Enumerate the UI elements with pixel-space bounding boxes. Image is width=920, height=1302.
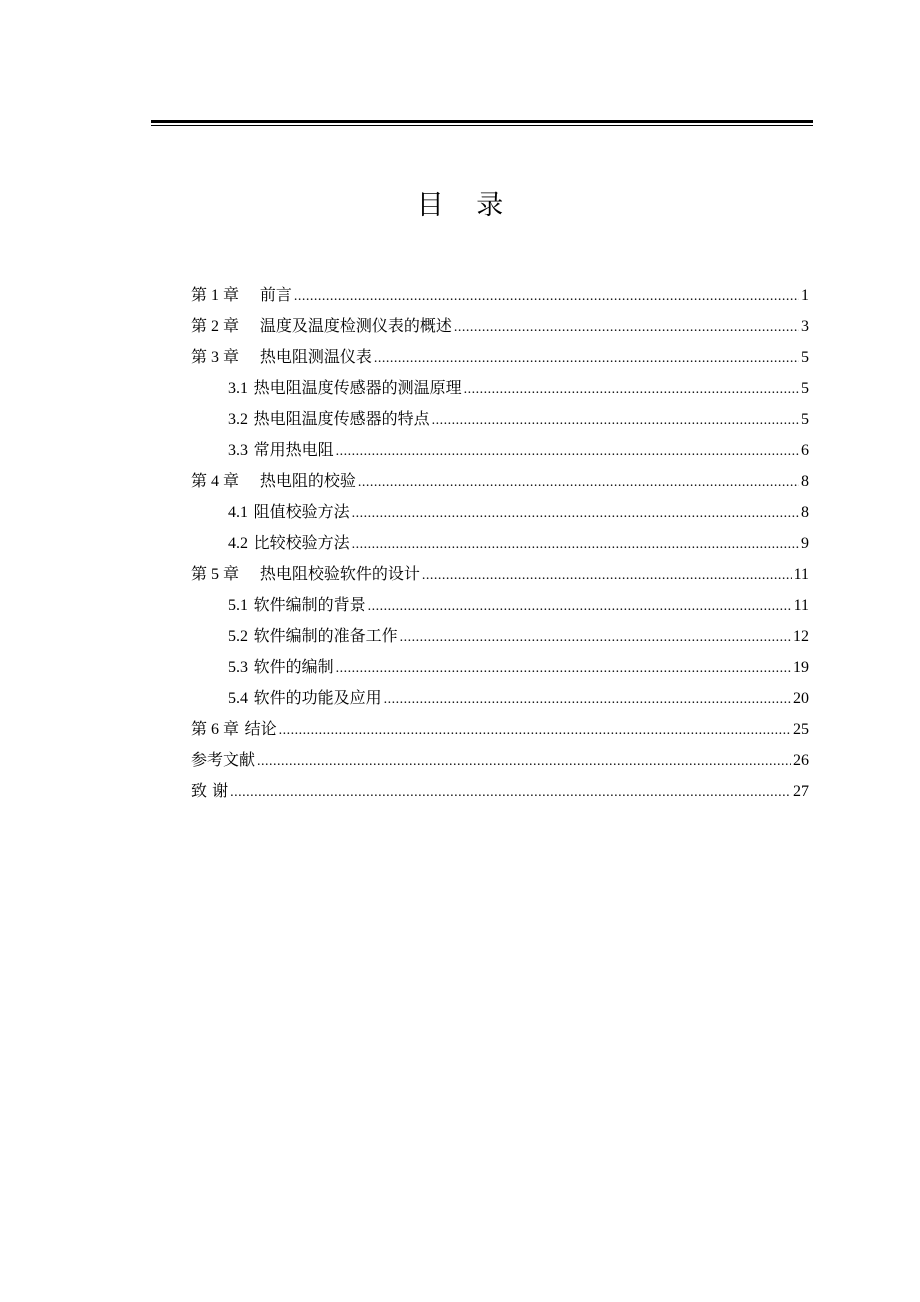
toc-entry-section-4-1[interactable] <box>191 496 809 527</box>
toc-entry-text: 结论 <box>244 719 277 738</box>
toc-dot-leader <box>352 498 799 529</box>
toc-dot-leader <box>400 622 791 653</box>
toc-entry-label <box>191 775 228 806</box>
toc-dot-leader <box>358 467 799 498</box>
toc-dot-leader <box>336 436 799 467</box>
toc-entry-page: 20 <box>793 690 809 707</box>
toc-entry-page: 3 <box>801 318 809 335</box>
toc-entry-text: 温度及温度检测仪表的概述 <box>259 316 452 335</box>
toc-dot-leader <box>422 560 792 591</box>
toc-entry-label <box>228 527 350 559</box>
toc-entry-page: 26 <box>793 752 809 769</box>
toc-entry-page: 19 <box>793 659 809 676</box>
toc-entry-text: 热电阻的校验 <box>259 471 356 490</box>
toc-entry-chapter-2[interactable] <box>191 310 809 341</box>
toc-entry-section-3-3[interactable] <box>191 434 809 465</box>
toc-entry-number: 5.1 <box>228 597 248 614</box>
toc-entry-chapter-1[interactable] <box>191 279 809 310</box>
toc-list <box>191 279 809 806</box>
toc-entry-text: 软件的编制 <box>253 657 334 676</box>
toc-dot-leader <box>384 684 791 715</box>
toc-entry-number: 第 6 章 <box>191 721 240 738</box>
toc-entry-page: 1 <box>801 287 809 304</box>
toc-dot-leader <box>454 312 799 343</box>
toc-entry-number: 第 5 章 <box>191 566 240 583</box>
toc-entry-page: 12 <box>793 628 809 645</box>
toc-entry-label <box>228 620 398 652</box>
toc-entry-section-3-2[interactable] <box>191 403 809 434</box>
toc-entry-label <box>228 434 334 466</box>
toc-entry-label <box>191 465 356 497</box>
toc-entry-page: 8 <box>801 504 809 521</box>
toc-entry-text: 致 谢 <box>191 781 229 800</box>
toc-entry-text: 阻值校验方法 <box>253 502 350 521</box>
toc-entry-number: 第 1 章 <box>191 287 240 304</box>
toc-entry-number: 3.1 <box>228 380 248 397</box>
toc-entry-label <box>228 651 334 683</box>
toc-entry-label <box>191 558 420 590</box>
toc-dot-leader <box>279 715 791 746</box>
toc-entry-number: 4.1 <box>228 504 248 521</box>
toc-entry-references[interactable] <box>191 744 809 775</box>
toc-entry-text: 软件的功能及应用 <box>253 688 382 707</box>
toc-entry-section-5-4[interactable] <box>191 682 809 713</box>
toc-entry-number: 5.4 <box>228 690 248 707</box>
toc-dot-leader <box>257 746 791 777</box>
toc-entry-section-3-1[interactable] <box>191 372 809 403</box>
toc-entry-page: 11 <box>793 566 809 583</box>
toc-entry-label <box>191 341 372 373</box>
toc-entry-section-5-1[interactable] <box>191 589 809 620</box>
toc-entry-label <box>228 403 430 435</box>
toc-dot-leader <box>336 653 791 684</box>
toc-entry-text: 热电阻温度传感器的测温原理 <box>253 378 462 397</box>
toc-dot-leader <box>294 281 799 312</box>
toc-entry-text: 热电阻温度传感器的特点 <box>253 409 430 428</box>
toc-dot-leader <box>432 405 799 436</box>
toc-entry-label <box>228 496 350 528</box>
toc-title: 目 录 <box>416 190 516 221</box>
toc-dot-leader <box>368 591 792 622</box>
toc-entry-number: 3.3 <box>228 442 248 459</box>
toc-entry-section-4-2[interactable] <box>191 527 809 558</box>
toc-dot-leader <box>464 374 799 405</box>
toc-entry-number: 第 3 章 <box>191 349 240 366</box>
toc-entry-text: 热电阻校验软件的设计 <box>259 564 420 583</box>
toc-entry-label <box>228 372 462 404</box>
toc-entry-label <box>191 279 292 311</box>
toc-entry-text: 软件编制的背景 <box>253 595 366 614</box>
toc-entry-text: 常用热电阻 <box>253 440 334 459</box>
toc-entry-chapter-4[interactable] <box>191 465 809 496</box>
toc-entry-label <box>191 744 255 775</box>
toc-entry-chapter-6[interactable] <box>191 713 809 744</box>
toc-entry-text: 软件编制的准备工作 <box>253 626 398 645</box>
toc-entry-number: 第 4 章 <box>191 473 240 490</box>
toc-entry-label <box>191 713 277 745</box>
toc-entry-text: 前言 <box>259 285 292 304</box>
toc-entry-section-5-2[interactable] <box>191 620 809 651</box>
toc-entry-number: 4.2 <box>228 535 248 552</box>
toc-entry-acknowledgements[interactable] <box>191 775 809 806</box>
toc-entry-page: 5 <box>801 349 809 366</box>
header-rule-thick <box>151 120 813 123</box>
toc-entry-label <box>228 682 382 714</box>
toc-entry-text: 热电阻测温仪表 <box>259 347 372 366</box>
toc-entry-page: 5 <box>801 411 809 428</box>
toc-entry-label <box>228 589 366 621</box>
toc-entry-number: 5.3 <box>228 659 248 676</box>
toc-entry-page: 9 <box>801 535 809 552</box>
toc-entry-page: 11 <box>793 597 809 614</box>
toc-entry-number: 5.2 <box>228 628 248 645</box>
toc-dot-leader <box>352 529 799 560</box>
toc-entry-text: 比较校验方法 <box>253 533 350 552</box>
toc-dot-leader <box>374 343 799 374</box>
toc-entry-page: 27 <box>793 783 809 800</box>
toc-entry-section-5-3[interactable] <box>191 651 809 682</box>
toc-entry-label <box>191 310 452 342</box>
header-rule-thin <box>151 125 813 126</box>
toc-entry-chapter-3[interactable] <box>191 341 809 372</box>
toc-entry-number: 3.2 <box>228 411 248 428</box>
toc-entry-number: 第 2 章 <box>191 318 240 335</box>
toc-entry-page: 6 <box>801 442 809 459</box>
toc-dot-leader <box>230 777 791 808</box>
toc-entry-chapter-5[interactable] <box>191 558 809 589</box>
toc-entry-page: 5 <box>801 380 809 397</box>
toc-entry-page: 25 <box>793 721 809 738</box>
toc-entry-page: 8 <box>801 473 809 490</box>
toc-entry-text: 参考文献 <box>191 750 256 769</box>
